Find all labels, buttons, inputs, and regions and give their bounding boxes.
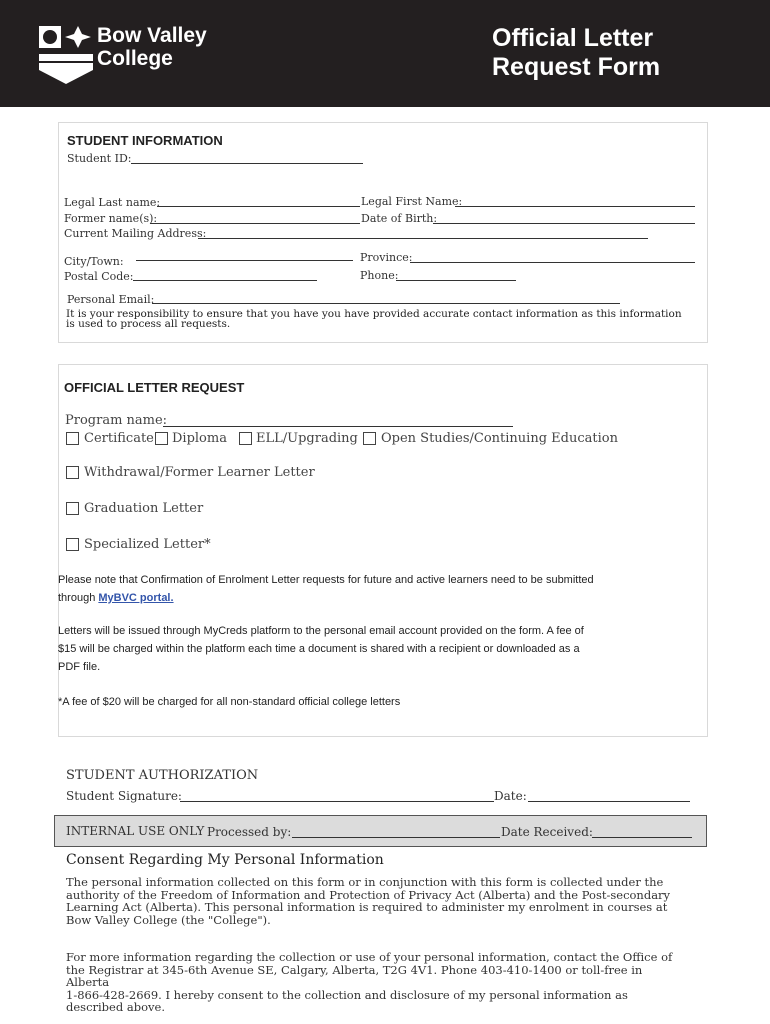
authorization-heading: STUDENT AUTHORIZATION	[66, 768, 259, 783]
student-id-label: Student ID:	[67, 152, 132, 165]
student-info-heading: STUDENT INFORMATION	[67, 133, 223, 148]
program-name-field[interactable]	[163, 426, 513, 427]
personal-email-field[interactable]	[152, 303, 620, 304]
form-title	[492, 24, 660, 82]
mybvc-portal-link[interactable]: MyBVC portal.	[98, 592, 174, 604]
consent-p1-line1: The personal information collected on this form or in conjunction with this form is collected under the	[66, 875, 664, 889]
open-studies-checkbox[interactable]	[363, 432, 376, 445]
form-title-line1: Official Letter	[492, 24, 654, 52]
consent-p2-line3: 1-866-428-2669. I hereby consent to the collection and disclosure of my personal information as	[66, 987, 628, 1002]
processed-by-field[interactable]	[292, 837, 500, 838]
student-signature-label: Student Signature:	[66, 789, 182, 803]
authorization-date-field[interactable]	[528, 801, 690, 802]
postal-code-label: Postal Code:	[64, 270, 134, 283]
consent-heading: Consent Regarding My Personal Information	[66, 852, 384, 868]
legal-first-name-label: Legal First Name:	[361, 195, 463, 208]
specialized-letter-label: Specialized Letter*	[84, 537, 211, 552]
former-names-field[interactable]	[150, 223, 360, 224]
college-name	[97, 24, 207, 70]
city-field[interactable]	[136, 260, 353, 261]
phone-label: Phone:	[360, 269, 399, 282]
withdrawal-letter-checkbox[interactable]	[66, 466, 79, 479]
former-names-label: Former name(s):	[64, 212, 158, 225]
consent-p2-line4: described above.	[66, 1000, 165, 1014]
contact-info-note-line2: is used to process all requests.	[66, 317, 231, 330]
enrolment-note-line2	[58, 589, 594, 607]
ell-upgrading-label: ELL/Upgrading	[256, 431, 358, 446]
consent-paragraph-1	[66, 876, 676, 926]
specialized-letter-checkbox[interactable]	[66, 538, 79, 551]
college-name-line1: Bow Valley	[97, 24, 207, 47]
graduation-letter-label: Graduation Letter	[84, 501, 204, 516]
certificate-checkbox[interactable]	[66, 432, 79, 445]
open-studies-label: Open Studies/Continuing Education	[381, 431, 618, 446]
authorization-date-label: Date:	[494, 789, 527, 803]
graduation-letter-checkbox[interactable]	[66, 502, 79, 515]
province-label: Province:	[360, 251, 413, 264]
internal-use-box	[54, 815, 707, 847]
withdrawal-letter-label: Withdrawal/Former Learner Letter	[84, 465, 315, 480]
consent-p1-line4: Bow Valley College (the "College").	[66, 912, 271, 927]
enrolment-note-line1: Please note that Confirmation of Enrolment Letter requests for future and active learners need to be submitted	[58, 574, 594, 586]
consent-p1-line2: authority of the Freedom of Information and Protection of Privacy Act (Alberta) and the Post-secondary	[66, 887, 671, 902]
consent-p2-line2: the Registrar at 345-6th Avenue SE, Calgary, Alberta, T2G 4V1. Phone 403-410-1400 or toll-free in Alberta	[66, 962, 643, 989]
date-of-birth-label: Date of Birth:	[361, 212, 438, 225]
date-received-label: Date Received:	[501, 825, 593, 839]
enrolment-note-prefix: through	[58, 592, 99, 604]
contact-info-note-line1: It is your responsibility to ensure that you have you have provided accurate contact information as this information	[66, 308, 682, 320]
mailing-address-label: Current Mailing Address:	[64, 227, 207, 240]
phone-field[interactable]	[396, 280, 516, 281]
fee-note: *A fee of $20 will be charged for all non-standard official college letters	[58, 696, 401, 708]
contact-info-note	[66, 310, 682, 329]
postal-code-field[interactable]	[133, 280, 317, 281]
province-field[interactable]	[410, 262, 695, 263]
internal-use-label: INTERNAL USE ONLY	[66, 824, 205, 838]
mycreds-note	[58, 622, 584, 676]
ell-upgrading-checkbox[interactable]	[239, 432, 252, 445]
processed-by-label: Processed by:	[207, 825, 292, 839]
mycreds-note-line1: Letters will be issued through MyCreds platform to the personal email account provided on the form. A fee of	[58, 625, 584, 637]
college-logo-icon	[38, 24, 94, 86]
student-id-field[interactable]	[131, 163, 363, 164]
mycreds-note-line2: $15 will be charged within the platform each time a document is shared with a recipient or downloaded as a	[58, 643, 580, 655]
consent-paragraph-2	[66, 951, 676, 1014]
consent-p2-line1: For more information regarding the collection or use of your personal information, contact the Office of	[66, 950, 673, 964]
city-label: City/Town:	[64, 255, 124, 268]
legal-first-name-field[interactable]	[455, 206, 695, 207]
diploma-checkbox[interactable]	[155, 432, 168, 445]
college-name-line2: College	[97, 47, 173, 70]
personal-email-label: Personal Email:	[67, 293, 155, 306]
legal-last-name-label: Legal Last name:	[64, 196, 161, 209]
student-signature-field[interactable]	[180, 801, 494, 802]
form-title-line2: Request Form	[492, 53, 661, 81]
consent-p1-line3: Learning Act (Alberta). This personal information is required to administer my enrolment in courses at	[66, 900, 668, 914]
diploma-label: Diploma	[172, 431, 227, 446]
certificate-label: Certificate	[84, 431, 154, 446]
header-banner	[0, 0, 770, 107]
legal-last-name-field[interactable]	[157, 206, 360, 207]
program-name-label: Program name:	[65, 413, 168, 428]
mycreds-note-line3: PDF file.	[58, 661, 101, 673]
date-of-birth-field[interactable]	[433, 223, 695, 224]
letter-request-heading: OFFICIAL LETTER REQUEST	[64, 380, 245, 395]
date-received-field[interactable]	[592, 837, 692, 838]
enrolment-letter-note	[58, 571, 594, 607]
mailing-address-field[interactable]	[198, 238, 648, 239]
